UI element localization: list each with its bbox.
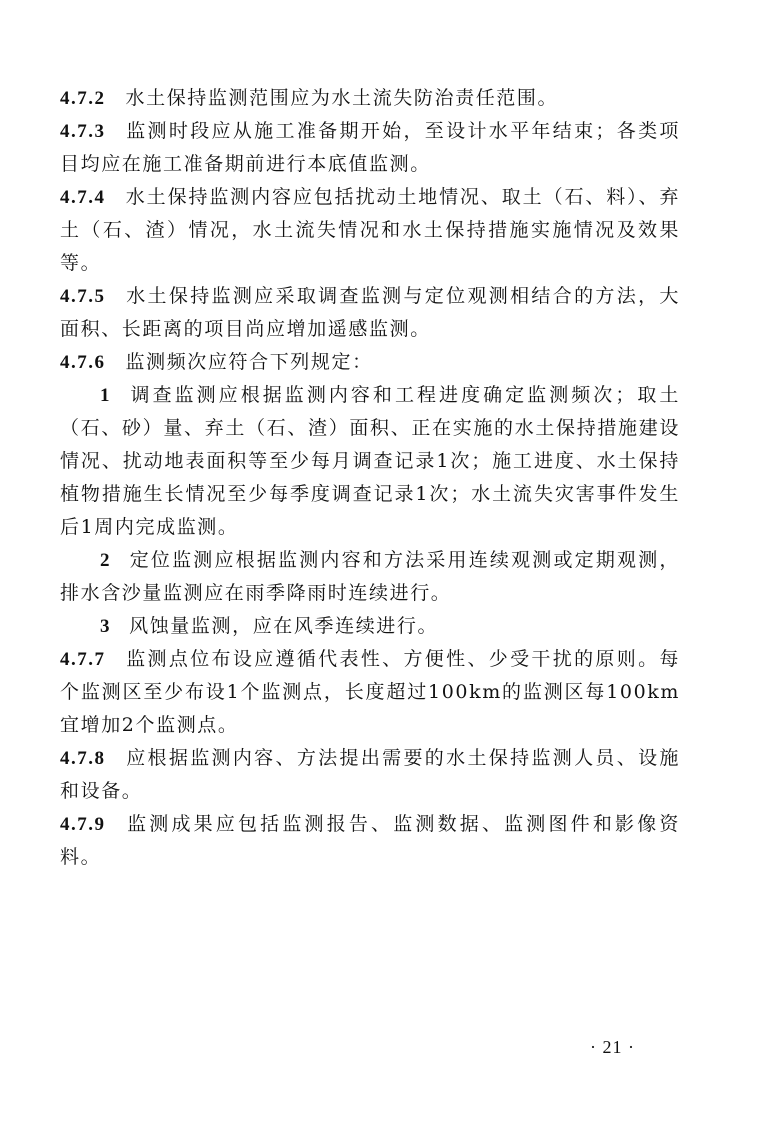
item-4-7-6-3 xyxy=(60,610,680,643)
clause-text: 监测成果应包括监测报告、监测数据、监测图件和影像资料。 xyxy=(60,813,680,868)
item-4-7-6-1 xyxy=(60,379,680,544)
item-number: 1 xyxy=(100,385,112,406)
clause-number: 4.7.4 xyxy=(60,187,106,208)
clause-number: 4.7.3 xyxy=(60,121,106,142)
clause-text: 水土保持监测内容应包括扰动土地情况、取土（石、料）、弃土（石、渣）情况，水土流失情况和水土保持措施实施情况及效果等。 xyxy=(60,186,680,274)
item-text: 定位监测应根据监测内容和方法采用连续观测或定期观测，排水含沙量监测应在雨季降雨时连续进行。 xyxy=(60,549,680,604)
page-number: · 21 · xyxy=(590,1037,635,1057)
clause-text: 应根据监测内容、方法提出需要的水土保持监测人员、设施和设备。 xyxy=(60,747,680,802)
clause-text: 水土保持监测应采取调查监测与定位观测相结合的方法，大面积、长距离的项目尚应增加遥感监测。 xyxy=(60,285,680,340)
clause-4-7-3 xyxy=(60,115,680,181)
clause-number: 4.7.5 xyxy=(60,286,106,307)
clause-4-7-6 xyxy=(60,346,680,379)
item-text: 风蚀量监测，应在风季连续进行。 xyxy=(129,615,439,637)
item-text: 调查监测应根据监测内容和工程进度确定监测频次；取土（石、砂）量、弃土（石、渣）面积、正在实施的水土保持措施建设情况、扰动地表面积等至少每月调查记录1次；施工进度、水土保持植物措施生长情况至少每季度调查记录1次；水土流失灾害事件发生后1周内完成监测。 xyxy=(60,384,680,538)
clause-4-7-9 xyxy=(60,808,680,874)
clause-number: 4.7.9 xyxy=(60,814,106,835)
clause-4-7-4 xyxy=(60,181,680,280)
clause-text: 水土保持监测范围应为水土流失防治责任范围。 xyxy=(125,87,559,109)
clause-number: 4.7.2 xyxy=(60,88,106,109)
clause-text: 监测点位布设应遵循代表性、方便性、少受干扰的原则。每个监测区至少布设1个监测点，长度超过100km的监测区每100km宜增加2个监测点。 xyxy=(60,648,680,736)
item-number: 2 xyxy=(100,550,112,571)
clause-number: 4.7.7 xyxy=(60,649,106,670)
clause-number: 4.7.6 xyxy=(60,352,106,373)
clause-text: 监测频次应符合下列规定： xyxy=(125,351,373,373)
item-4-7-6-2 xyxy=(60,544,680,610)
clause-4-7-8 xyxy=(60,742,680,808)
clause-4-7-5 xyxy=(60,280,680,346)
document-body xyxy=(60,82,680,874)
item-number: 3 xyxy=(100,616,112,637)
clause-4-7-7 xyxy=(60,643,680,742)
clause-number: 4.7.8 xyxy=(60,748,106,769)
clause-text: 监测时段应从施工准备期开始，至设计水平年结束；各类项目均应在施工准备期前进行本底值监测。 xyxy=(60,120,680,175)
clause-4-7-2 xyxy=(60,82,680,115)
